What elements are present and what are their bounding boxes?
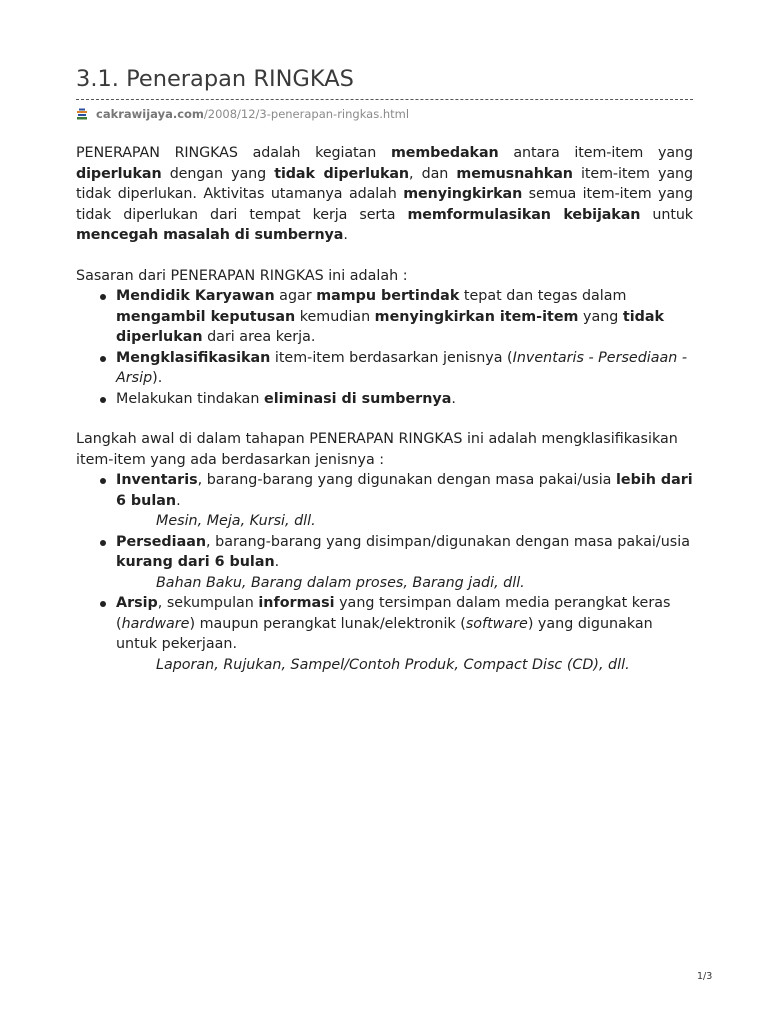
text-run: item-item berdasarkan jenisnya ( (270, 349, 513, 366)
text-run: ) maupun perangkat lunak/elektronik ( (189, 615, 466, 632)
text-run: Inventaris (116, 472, 198, 488)
categories-list (76, 470, 693, 675)
text-run: tepat dan tegas dalam (459, 288, 627, 304)
text-run: lebih dari 6 bulan (116, 472, 693, 509)
target-list-item (76, 348, 693, 389)
source-link-path[interactable]: /2008/12/3-penerapan-ringkas.html (203, 107, 410, 121)
text-run: yang tersimpan dalam media perangkat keras ( (116, 595, 671, 632)
text-run: mengambil keputusan (116, 308, 296, 325)
source-link-domain[interactable]: cakrawijaya.com (96, 107, 204, 121)
source-line (76, 106, 409, 122)
text-run: ). (152, 370, 163, 386)
text-run: . (451, 390, 456, 407)
bullet-icon (100, 397, 106, 403)
text-run: antara item-item yang (498, 145, 693, 161)
target-list-item (76, 389, 693, 410)
text-run: software (465, 615, 528, 632)
text-run: Persediaan (116, 533, 207, 550)
text-run: mampu bertindak (316, 288, 460, 304)
text-run: diperlukan (76, 165, 162, 182)
text-run: memusnahkan (456, 165, 573, 182)
text-run: , dan (409, 165, 457, 182)
text-run: untuk (640, 206, 693, 223)
target-list-item (76, 286, 693, 348)
text-run: Mengklasifikasikan (116, 349, 271, 366)
bullet-icon (100, 356, 106, 362)
bullet-icon (100, 601, 106, 607)
text-run: menyingkirkan (403, 186, 523, 202)
site-favicon-icon (76, 108, 88, 120)
text-run: . (176, 492, 181, 509)
text-run: agar (274, 288, 317, 304)
text-run: hardware (121, 615, 190, 632)
bullet-icon (100, 540, 106, 546)
text-run: item-item yang tidak diperlukan. Aktivitas utamanya adalah (76, 165, 693, 202)
text-run: PENERAPAN RINGKAS adalah kegiatan (76, 145, 391, 161)
text-run: . (343, 227, 348, 243)
text-run: kurang dari 6 bulan (116, 554, 275, 570)
text-run: eliminasi di sumbernya (264, 390, 452, 407)
text-run: tidak diperlukan (274, 165, 410, 182)
text-run: semua item-item yang tidak diperlukan dari tempat kerja serta (76, 186, 693, 223)
text-run: yang (578, 308, 623, 325)
text-run: ) yang digunakan untuk pekerjaan. (116, 615, 653, 652)
category-list-item (76, 593, 693, 655)
text-run: kemudian (295, 308, 375, 325)
text-run: menyingkirkan item-item (374, 308, 579, 325)
category-example: Mesin, Meja, Kursi, dll. (156, 513, 316, 529)
targets-list (76, 286, 693, 409)
text-run: . (274, 554, 280, 570)
text-run: dengan yang (161, 165, 275, 182)
text-run: informasi (258, 595, 335, 611)
intro-paragraph (76, 143, 693, 246)
article-body (76, 143, 693, 675)
targets-heading: Sasaran dari PENERAPAN RINGKAS ini adalah : (76, 267, 408, 284)
text-run: mencegah masalah di sumbernya (76, 227, 344, 243)
category-example: Bahan Baku, Barang dalam proses, Barang jadi, dll. (156, 574, 525, 591)
text-run: tidak diperlukan (116, 308, 665, 345)
text-run: , sekumpulan (157, 595, 259, 611)
category-list-item (76, 470, 693, 511)
text-run: memformulasikan kebijakan (407, 206, 641, 223)
text-run: membedakan (390, 145, 499, 161)
text-run: Inventaris - Persediaan - Arsip (116, 349, 688, 386)
text-run: Melakukan tindakan (116, 390, 265, 407)
text-run: dari area kerja. (202, 329, 316, 345)
category-example: Laporan, Rujukan, Sampel/Contoh Produk, Compact Disc (CD), dll. (156, 656, 630, 673)
category-list-item (76, 532, 693, 573)
bullet-icon (100, 478, 106, 484)
bullet-icon (100, 294, 106, 300)
text-run: , barang-barang yang disimpan/digunakan dengan masa pakai/usia (206, 533, 690, 550)
page-number: 1/3 (697, 971, 713, 982)
text-run: Arsip (116, 595, 158, 611)
steps-heading: Langkah awal di dalam tahapan PENERAPAN RINGKAS ini adalah mengklasifikasikan item-item yang ada berdasarkan jenisnya : (76, 431, 678, 468)
text-run: Mendidik Karyawan (116, 288, 275, 304)
page-title: 3.1. Penerapan RINGKAS (76, 66, 354, 92)
text-run: , barang-barang yang digunakan dengan masa pakai/usia (197, 472, 616, 488)
title-divider (76, 99, 693, 100)
